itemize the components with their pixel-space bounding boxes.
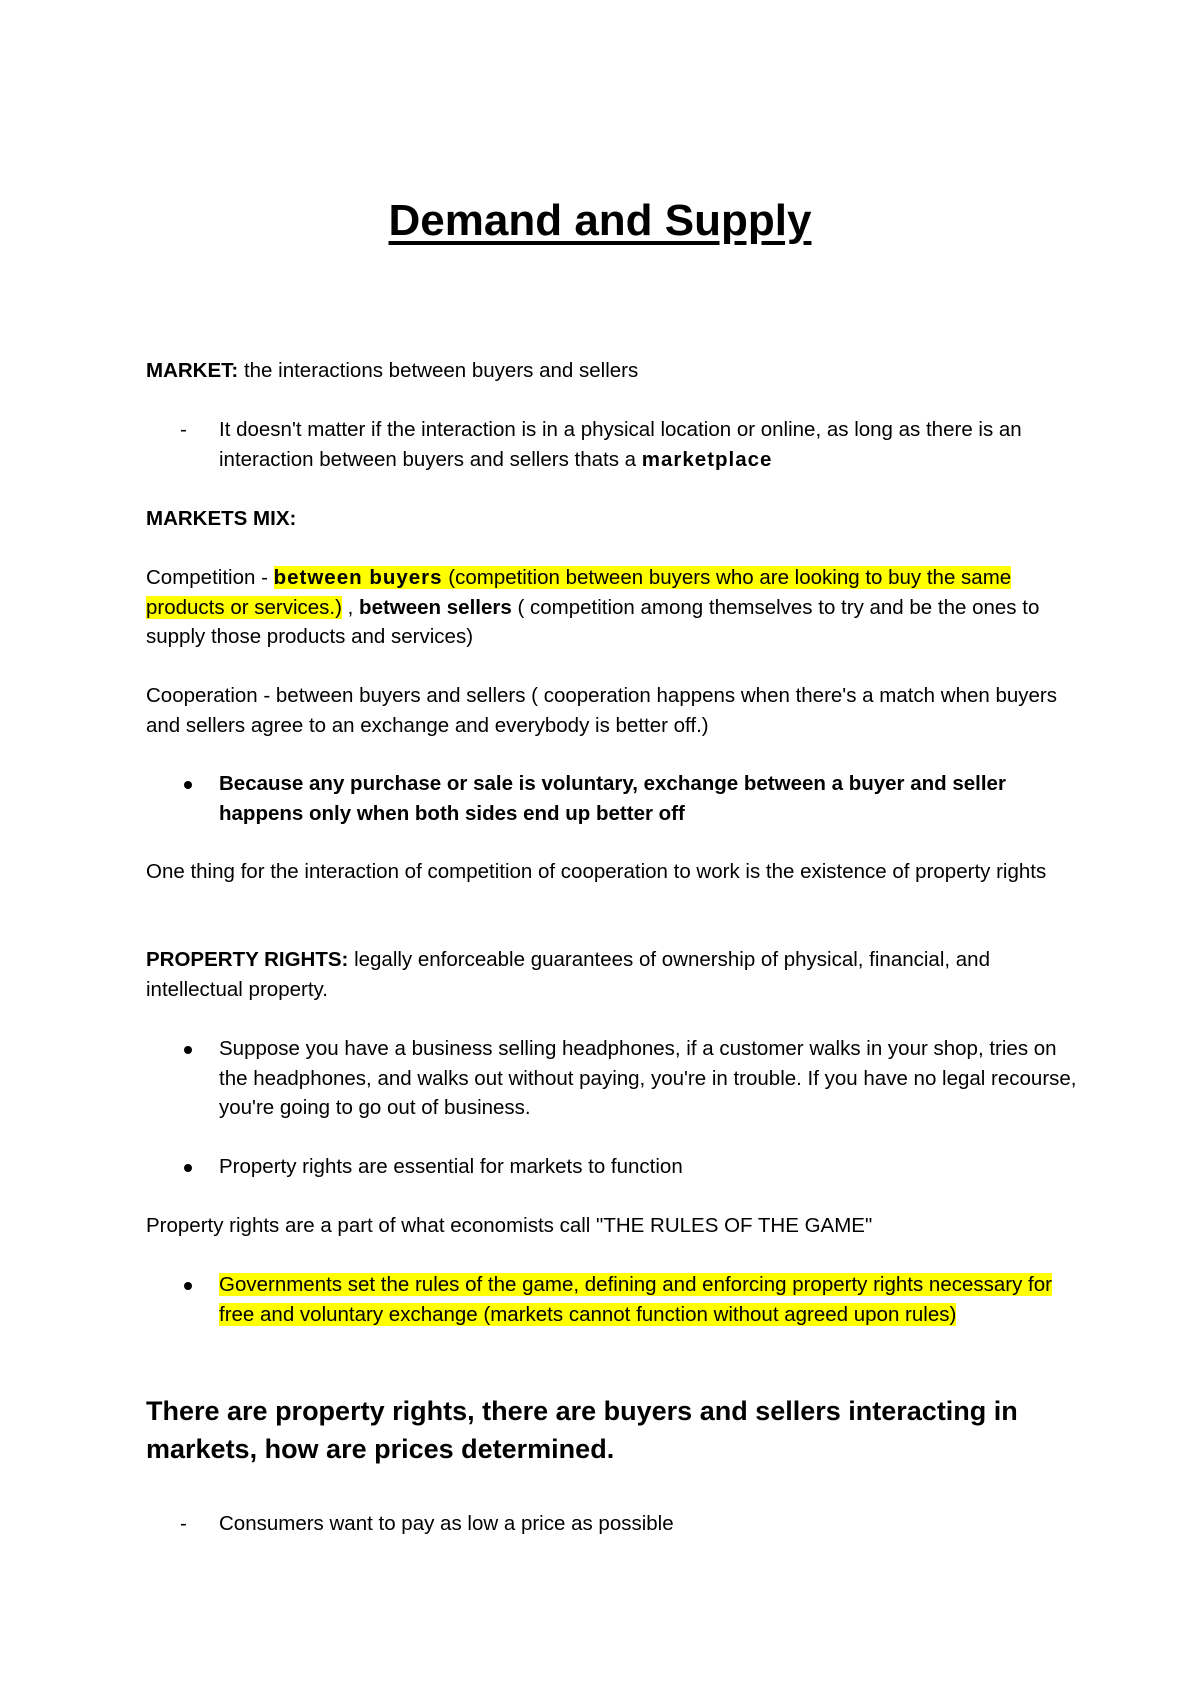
competition-lead: Competition - xyxy=(146,566,274,589)
between-sellers-term: between sellers xyxy=(359,595,512,619)
between-buyers-text: (competition between buyers who are looking to buy the same products or services.) xyxy=(146,566,1012,619)
consumers-item: Consumers want to pay as low a price as possible xyxy=(219,1512,674,1535)
markets-mix-heading: MARKETS MIX: xyxy=(146,507,297,530)
market-note xyxy=(219,415,1079,474)
page-title: Demand and Supply xyxy=(388,196,812,245)
cooperation-paragraph: Cooperation - between buyers and sellers ( cooperation happens when there's a match when buyers and sellers agree to an exchange and everybody is better off.) xyxy=(146,684,1058,737)
dash-marker: - xyxy=(180,1512,187,1535)
property-rights-definition xyxy=(146,945,1076,1004)
dash-marker: - xyxy=(180,418,187,441)
marketplace-term: marketplace xyxy=(641,447,773,471)
property-rights-term: PROPERTY RIGHTS: xyxy=(146,948,349,971)
prices-heading: There are property rights, there are buyers and sellers interacting in markets, how are prices determined. xyxy=(146,1396,1018,1464)
rules-paragraph: Property rights are a part of what economists call "THE RULES OF THE GAME" xyxy=(146,1214,873,1237)
property-rights-text: legally enforceable guarantees of ownership of physical, financial, and intellectual property. xyxy=(146,948,990,1001)
competition-paragraph xyxy=(146,563,1076,652)
market-note-text: It doesn't matter if the interaction is in a physical location or online, as long as there is an interaction between buyers and sellers thats a xyxy=(219,418,1022,471)
bullet-icon xyxy=(184,781,192,789)
between-sellers-text: ( competition among themselves to try and be the ones to supply those products and services) xyxy=(146,595,1040,648)
bullet-icon xyxy=(184,1282,192,1290)
market-definition-text: the interactions between buyers and sellers xyxy=(238,359,639,382)
market-term: MARKET: xyxy=(146,359,239,382)
between-buyers-term: between buyers xyxy=(273,566,443,589)
headphones-bullet: Suppose you have a business selling headphones, if a customer walks in your shop, tries on the headphones, and walks out without paying, you're in trouble. If you have no legal recourse, you're going to go out of business. xyxy=(219,1037,1077,1119)
governments-highlight: Governments set the rules of the game, defining and enforcing property rights necessary for free and voluntary exchange (markets cannot function without agreed upon rules) xyxy=(219,1273,1052,1326)
governments-bullet xyxy=(219,1270,1079,1329)
market-definition xyxy=(146,356,1076,386)
bullet-icon xyxy=(184,1046,192,1054)
essential-bullet: Property rights are essential for markets to function xyxy=(219,1155,683,1178)
voluntary-bullet: Because any purchase or sale is voluntary, exchange between a buyer and seller happens only when both sides end up better off xyxy=(219,772,1006,825)
competition-separator: , xyxy=(341,595,360,619)
one-thing-paragraph: One thing for the interaction of competition of cooperation to work is the existence of property rights xyxy=(146,860,1047,883)
bullet-icon xyxy=(184,1164,192,1172)
